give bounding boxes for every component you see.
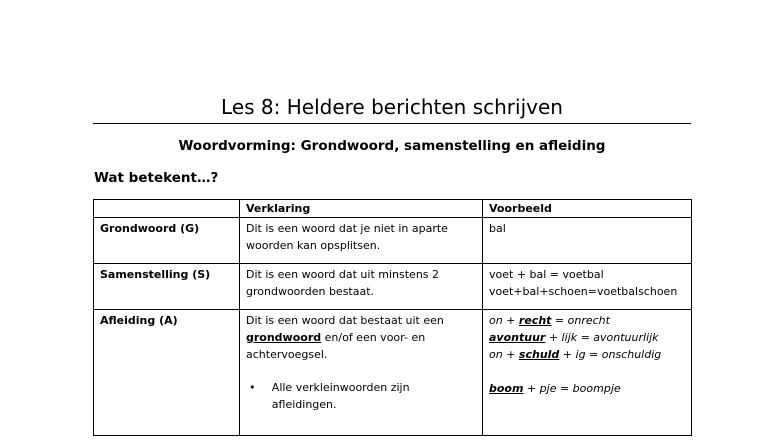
example-root: recht [518,314,552,327]
section-subtitle: Woordvorming: Grondwoord, samenstelling en afleiding [178,138,606,154]
explanation-cell: Dit is een woord dat uit minstens 2 grondwoorden bestaat. [240,264,483,310]
example-line: bal [489,222,506,235]
example-root: boom [489,382,524,395]
page-title: Les 8: Heldere berichten schrijven [221,95,563,119]
table-row [94,218,692,264]
example-line: voet + bal = voetbal [489,268,604,281]
table-row [94,310,692,436]
example-line [489,346,685,363]
term-cell: Samenstelling (S) [94,264,240,310]
question-heading: Wat betekent…? [94,170,219,186]
example-result: + ig = onschuldig [559,348,662,361]
term-cell: Afleiding (A) [94,310,240,436]
header-cell-term [94,200,240,218]
example-result: + pje = boompje [523,382,621,395]
example-root: schuld [518,348,560,361]
explanation-highlight: grondwoord [246,331,322,344]
table-row [94,264,692,310]
example-line [489,329,685,346]
example-spacer [489,363,685,380]
example-line [489,312,685,329]
explanation-text [246,312,476,363]
header-cell-example: Voorbeeld [483,200,692,218]
explanation-cell [240,310,483,436]
bullet-icon: • [249,381,256,394]
example-prefix: on + [489,314,519,327]
table-header-row [94,200,692,218]
title-underline [93,123,691,124]
header-cell-explanation: Verklaring [240,200,483,218]
example-result: + lijk = avontuurlijk [545,331,659,344]
explanation-part: Dit is een woord dat bestaat uit een [246,314,444,327]
example-root: avontuur [489,331,546,344]
example-line [489,380,685,397]
bullet-item [246,379,476,413]
explanation-part: en/of een voor- en achtervoegsel. [246,331,426,361]
example-cell [483,218,692,264]
example-cell [483,310,692,436]
example-prefix: on + [489,348,519,361]
example-line: voet+bal+schoen=voetbalschoen [489,285,678,298]
explanation-cell: Dit is een woord dat je niet in aparte woorden kan opsplitsen. [240,218,483,264]
definitions-table [93,199,692,436]
example-cell [483,264,692,310]
bullet-text: Alle verkleinwoorden zijn afleidingen. [271,381,410,411]
term-cell: Grondwoord (G) [94,218,240,264]
example-result: = onrecht [551,314,610,327]
